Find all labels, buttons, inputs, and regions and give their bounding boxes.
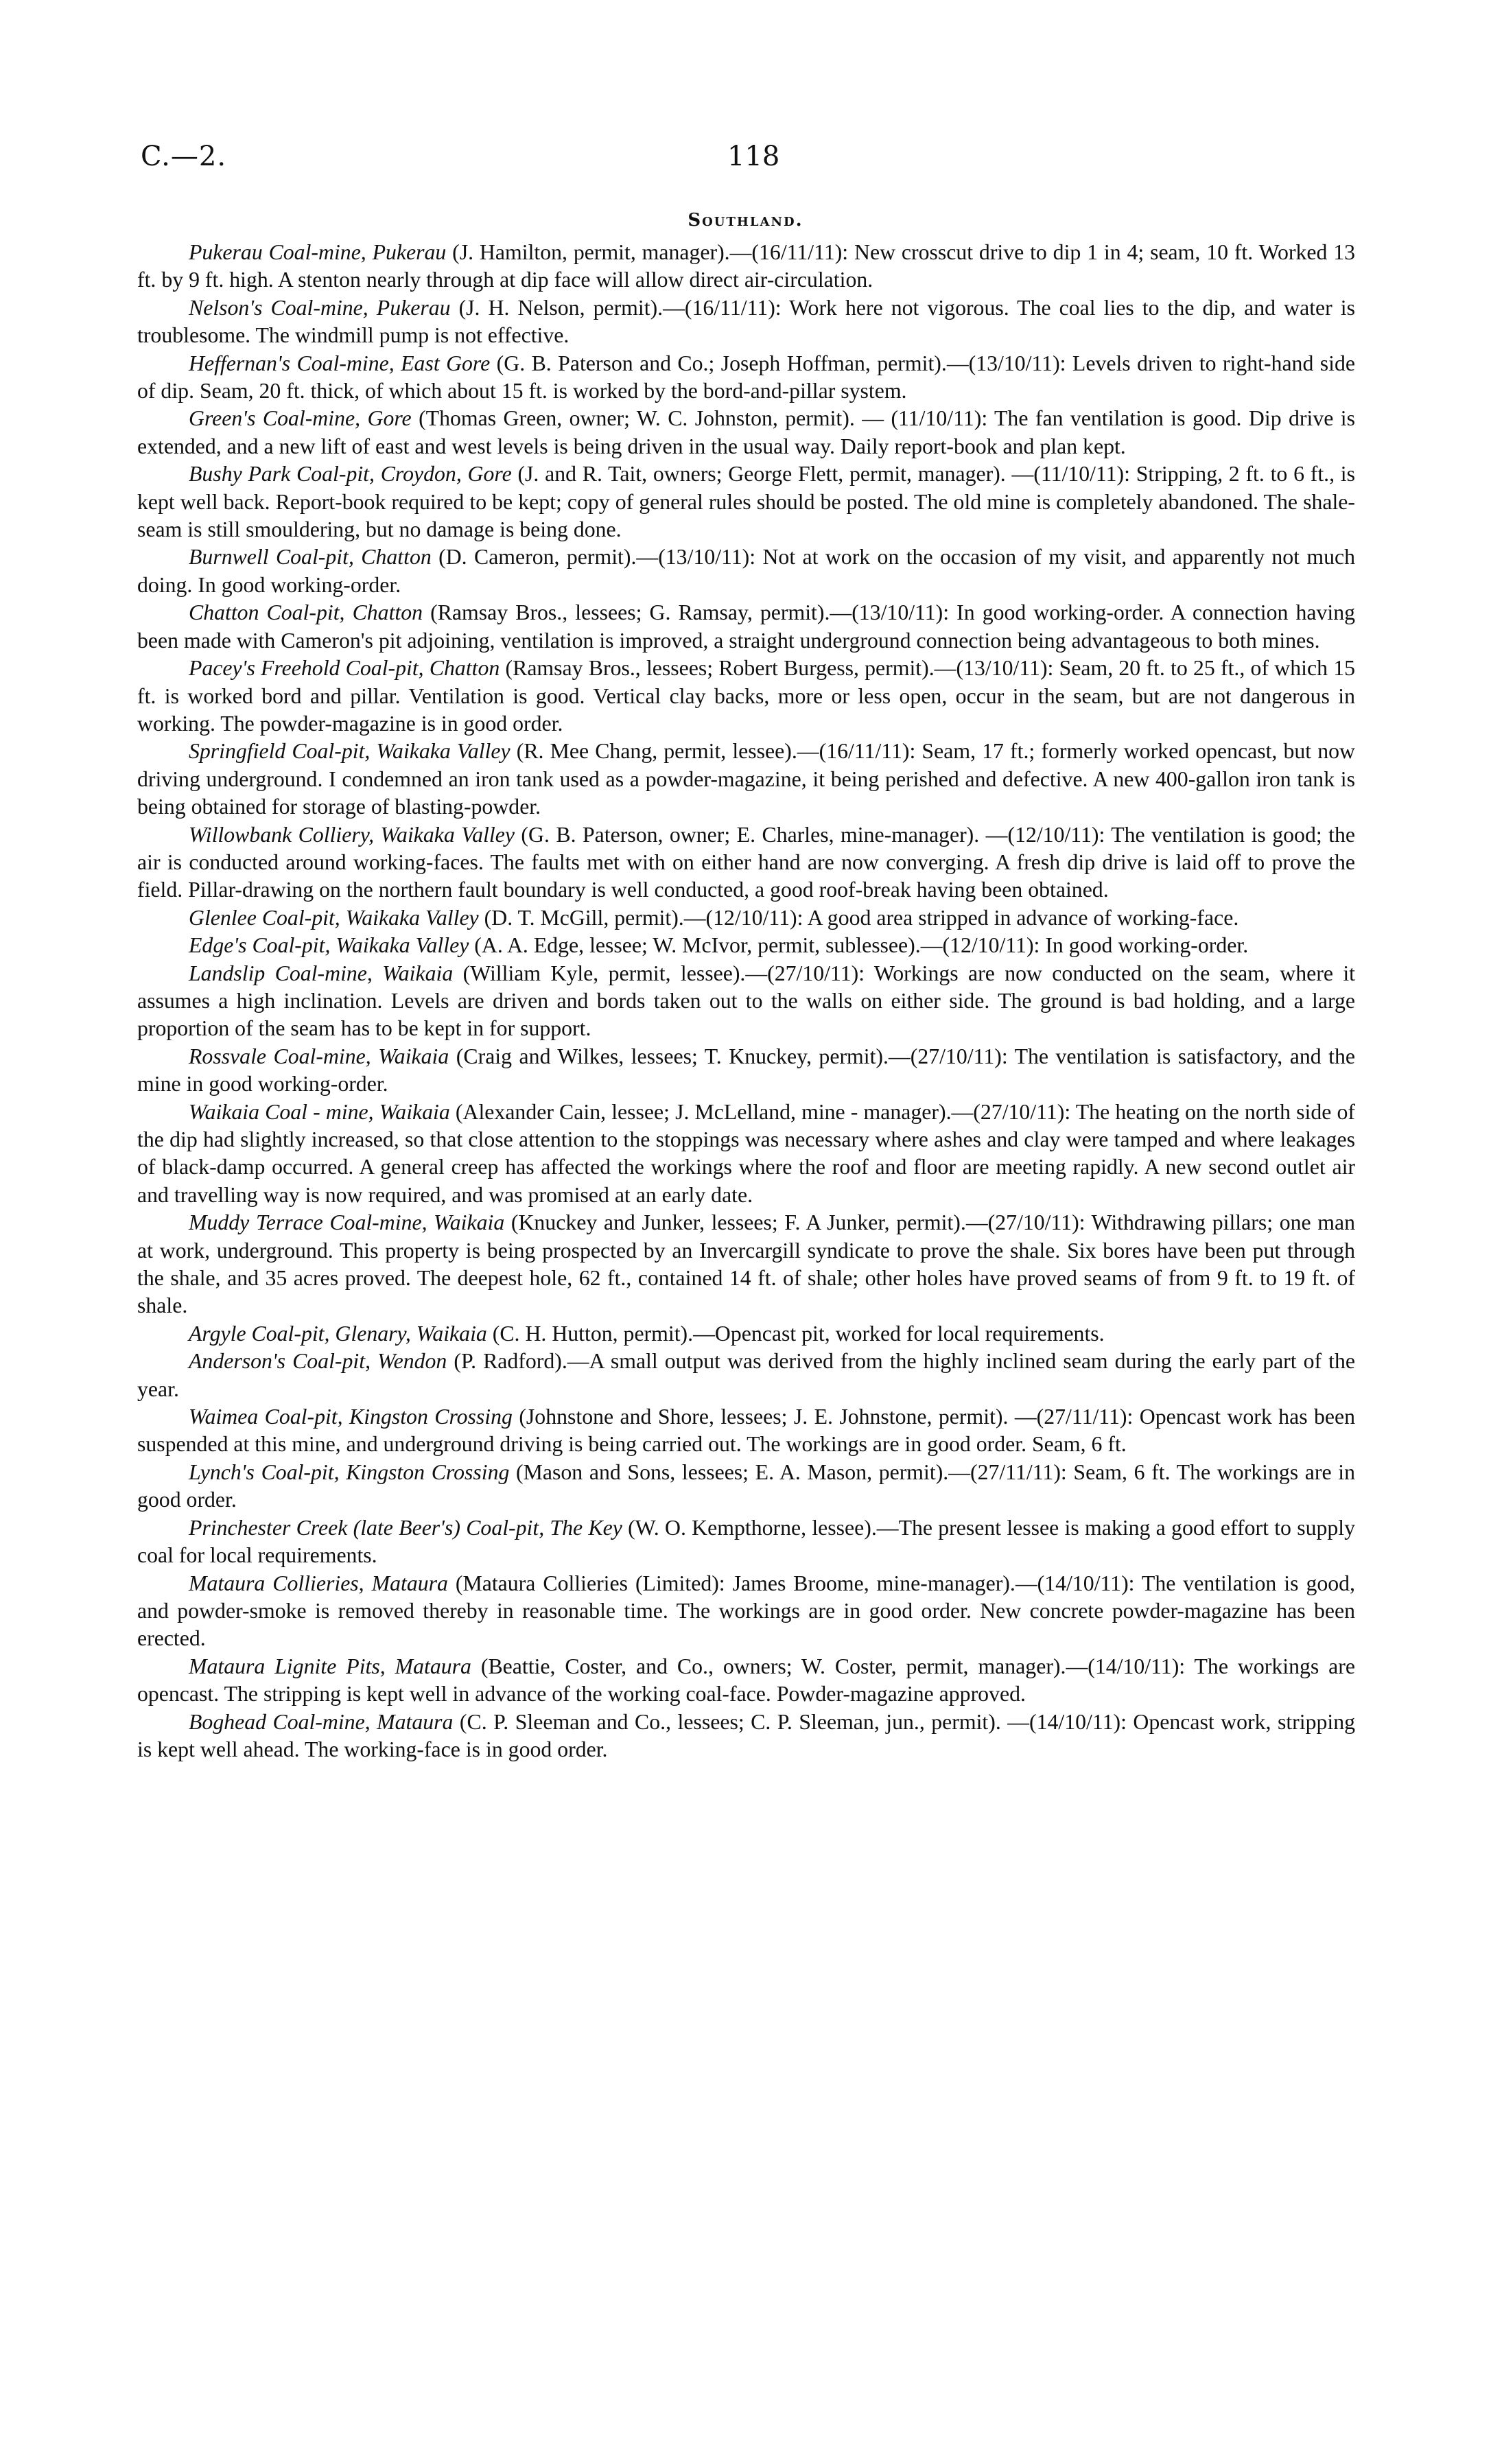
mine-entry bbox=[137, 1570, 1355, 1653]
mine-report: (Knuckey and Junker, lessees; F. A Junker, permit).—(27/10/11): Withdrawing pillars; one man at work, underground. This property is being prospected by an Invercargill syndicate to prove the shale. Six bores have been put through the shale, and 35 acres proved. The deepest hole, 62 ft., contained 14 ft. of shale; other holes have proved seams of from 9 ft. to 19 ft. of shale. bbox=[137, 1210, 1355, 1318]
mine-name: Princhester Creek (late Beer's) Coal-pit, The Key bbox=[189, 1515, 622, 1540]
mine-report: (Beattie, Coster, and Co., owners; W. Coster, permit, manager).—(14/10/11): The workings are opencast. The stripping is kept well in advance of the working coal-face. Powder-magazine approved. bbox=[137, 1654, 1355, 1706]
mine-report: (J. H. Nelson, permit).—(16/11/11): Work here not vigorous. The coal lies to the dip, and water is troublesome. The windmill pump is not effective. bbox=[137, 295, 1355, 348]
mine-name: Willowbank Colliery, Waikaka Valley bbox=[189, 822, 515, 847]
mine-report: (J. Hamilton, permit, manager).—(16/11/11): New crosscut drive to dip 1 in 4; seam, 10 ft. Worked 13 ft. by 9 ft. high. A stenton nearly through at dip face will allow direct air-circulation. bbox=[137, 240, 1355, 292]
mine-report: (Craig and Wilkes, lessees; T. Knuckey, permit).—(27/10/11): The ventilation is satisfactory, and the mine in good working-order. bbox=[137, 1044, 1355, 1096]
mine-name: Lynch's Coal-pit, Kingston Crossing bbox=[189, 1459, 510, 1484]
mine-name: Muddy Terrace Coal-mine, Waikaia bbox=[189, 1210, 505, 1235]
mine-entry bbox=[137, 932, 1355, 959]
mine-entry bbox=[137, 960, 1355, 1043]
mine-report: (D. T. McGill, permit).—(12/10/11): A good area stripped in advance of working-face. bbox=[478, 905, 1239, 930]
report-body bbox=[137, 239, 1355, 1763]
mine-entry bbox=[137, 239, 1355, 294]
mine-entry bbox=[137, 543, 1355, 599]
mine-report: (Ramsay Bros., lessees; G. Ramsay, permit).—(13/10/11): In good working-order. A connection having been made with Cameron's pit adjoining, ventilation is improved, a straight underground connection being advantageous to both mines. bbox=[137, 600, 1355, 653]
mine-name: Chatton Coal-pit, Chatton bbox=[189, 600, 423, 625]
mine-entry bbox=[137, 1459, 1355, 1514]
mine-report: (William Kyle, permit, lessee).—(27/10/11): Workings are now conducted on the seam, where it assumes a high inclination. Levels are driven and bords taken out to the walls on either side. The ground is bad holding, and a large proportion of the seam has to be kept in for support. bbox=[137, 961, 1355, 1041]
mine-report: (C. P. Sleeman and Co., lessees; C. P. Sleeman, jun., permit). —(14/10/11): Opencast work, stripping is kept well ahead. The working-face is in good order. bbox=[137, 1709, 1356, 1761]
mine-entry bbox=[137, 1709, 1355, 1764]
mine-report: (Johnstone and Shore, lessees; J. E. Johnstone, permit). —(27/11/11): Opencast work has been suspended at this mine, and underground driving is being carried out. The workings are in good order. Seam, 6 ft. bbox=[137, 1405, 1355, 1457]
mine-entry bbox=[137, 1209, 1355, 1320]
mine-name: Edge's Coal-pit, Waikaka Valley bbox=[189, 933, 469, 958]
mine-name: Pukerau Coal-mine, Pukerau bbox=[189, 240, 447, 264]
page-number: 118 bbox=[727, 141, 780, 172]
mine-report: (G. B. Paterson and Co.; Joseph Hoffman, permit).—(13/10/11): Levels driven to right-hand side of dip. Seam, 20 ft. thick, of which about 15 ft. is worked by the bord-and-pillar system. bbox=[137, 351, 1355, 403]
mine-name: Boghead Coal-mine, Mataura bbox=[189, 1709, 454, 1734]
mine-entry bbox=[137, 1514, 1355, 1570]
mine-entry bbox=[137, 599, 1355, 655]
mine-entry bbox=[137, 350, 1355, 406]
mine-report: (Mason and Sons, lessees; E. A. Mason, permit).—(27/11/11): Seam, 6 ft. The workings are in good order. bbox=[137, 1459, 1355, 1512]
mine-name: Argyle Coal-pit, Glenary, Waikaia bbox=[189, 1321, 487, 1346]
mine-entry bbox=[137, 738, 1355, 821]
mine-report: (G. B. Paterson, owner; E. Charles, mine-manager). —(12/10/11): The ventilation is good; the air is conducted around working-faces. The faults met with on either hand are now converging. A fresh dip drive is laid off to prove the field. Pillar-drawing on the northern fault boundary is well conducted, a good roof-break having been obtained. bbox=[137, 822, 1355, 902]
mine-report: (R. Mee Chang, permit, lessee).—(16/11/11): Seam, 17 ft.; formerly worked opencast, but now driving underground. I condemned an iron tank used as a powder-magazine, it being perished and defective. A new 400-gallon iron tank is being obtained for storage of blasting-powder. bbox=[137, 739, 1356, 819]
mine-name: Pacey's Freehold Coal-pit, Chatton bbox=[189, 656, 500, 681]
mine-name: Burnwell Coal-pit, Chatton bbox=[189, 545, 432, 570]
mine-report: (C. H. Hutton, permit).—Opencast pit, worked for local requirements. bbox=[486, 1321, 1105, 1346]
mine-name: Glenlee Coal-pit, Waikaka Valley bbox=[189, 905, 479, 930]
mine-entry bbox=[137, 405, 1355, 460]
mine-name: Springfield Coal-pit, Waikaka Valley bbox=[189, 739, 510, 764]
mine-report: (W. O. Kempthorne, lessee).—The present lessee is making a good effort to supply coal for local requirements. bbox=[137, 1515, 1356, 1568]
mine-name: Green's Coal-mine, Gore bbox=[189, 406, 412, 431]
mine-name: Anderson's Coal-pit, Wendon bbox=[189, 1349, 447, 1374]
mine-name: Nelson's Coal-mine, Pukerau bbox=[189, 295, 451, 320]
mine-entry bbox=[137, 1403, 1355, 1459]
mine-report: (Mataura Collieries (Limited): James Broome, mine-manager).—(14/10/11): The ventilation is good, and powder-smoke is removed thereby in reasonable time. The workings are in good order. New concrete powder-magazine has been erected. bbox=[137, 1571, 1355, 1651]
document-code: C.—2. bbox=[141, 141, 227, 172]
mine-report: (Thomas Green, owner; W. C. Johnston, permit). — (11/10/11): The fan ventilation is good. Dip drive is extended, and a new lift of east and west levels is being driven in the usual way. Daily report-book and plan kept. bbox=[137, 406, 1355, 458]
mine-entry bbox=[137, 821, 1355, 904]
mine-report: (Alexander Cain, lessee; J. McLelland, mine - manager).—(27/10/11): The heating on the north side of the dip had slightly increased, so that close attention to the stoppings was necessary where ashes and clay were tamped and where leakages of black-damp occurred. A general creep has affected the workings where the roof and floor are meeting rapidly. A new second outlet air and travelling way is now required, and was promised at an early date. bbox=[137, 1099, 1356, 1207]
mine-entry bbox=[137, 904, 1355, 932]
mine-name: Rossvale Coal-mine, Waikaia bbox=[189, 1044, 449, 1068]
mine-report: (P. Radford).—A small output was derived from the highly inclined seam during the early part of the year. bbox=[137, 1349, 1355, 1401]
section-title: Southland. bbox=[688, 210, 803, 231]
mine-report: (D. Cameron, permit).—(13/10/11): Not at work on the occasion of my visit, and apparently not much doing. In good working-order. bbox=[137, 545, 1355, 597]
mine-entry bbox=[137, 655, 1355, 738]
mine-name: Mataura Lignite Pits, Mataura bbox=[189, 1654, 471, 1678]
mine-entry bbox=[137, 460, 1355, 543]
mine-entry bbox=[137, 294, 1355, 350]
mine-name: Waikaia Coal - mine, Waikaia bbox=[189, 1099, 450, 1124]
mine-name: Landslip Coal-mine, Waikaia bbox=[189, 961, 454, 985]
mine-entry bbox=[137, 1099, 1355, 1210]
mine-report: (A. A. Edge, lessee; W. McIvor, permit, sublessee).—(12/10/11): In good working-order. bbox=[469, 933, 1249, 958]
mine-entry bbox=[137, 1348, 1355, 1403]
mine-name: Bushy Park Coal-pit, Croydon, Gore bbox=[189, 462, 512, 486]
mine-entry bbox=[137, 1043, 1355, 1099]
mine-entry bbox=[137, 1653, 1355, 1709]
mine-report: (Ramsay Bros., lessees; Robert Burgess, permit).—(13/10/11): Seam, 20 ft. to 25 ft., of which 15 ft. is worked bord and pillar. Ventilation is good. Vertical clay backs, more or less open, occur in the seam, but are not dangerous in working. The powder-magazine is in good order. bbox=[137, 656, 1355, 736]
mine-report: (J. and R. Tait, owners; George Flett, permit, manager). —(11/10/11): Stripping, 2 ft. to 6 ft., is kept well back. Report-book required to be kept; copy of general rules should be posted. The old mine is completely abandoned. The shale-seam is still smouldering, but no damage is being done. bbox=[137, 462, 1356, 542]
mine-name: Heffernan's Coal-mine, East Gore bbox=[189, 351, 491, 375]
mine-name: Waimea Coal-pit, Kingston Crossing bbox=[189, 1405, 513, 1429]
mine-entry bbox=[137, 1320, 1355, 1348]
mine-name: Mataura Collieries, Mataura bbox=[189, 1571, 448, 1595]
